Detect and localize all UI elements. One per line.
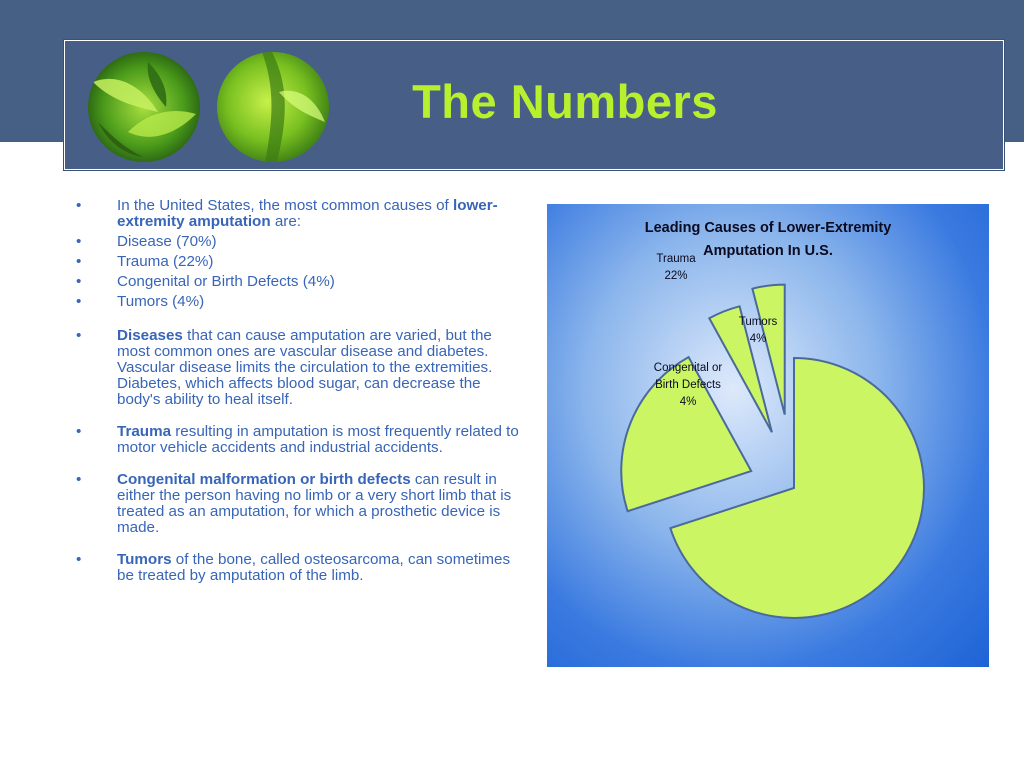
slice-value-label: 22% [664,270,688,282]
bullet-trauma [76,254,520,270]
leaf-photo-image [88,52,200,162]
slice-value-label: 4% [679,396,697,408]
bullet-congenital [76,274,520,290]
intro-text: In the United States, the most common causes of [117,197,453,214]
bullet-trauma-detail [76,424,520,456]
bullet-congenital-detail [76,472,520,536]
slice-name-label: Trauma [656,253,696,265]
trauma-text: resulting in amputation is most frequently related to motor vehicle accidents and industrial accidents. [117,423,519,456]
congenital-bold: Congenital malformation or birth defects [117,471,411,488]
intro-suffix: are: [270,213,301,230]
congenital-text: can result in either the person having no limb or a very short limb that is treated as an amputation, for which a prosthetic device is made. [117,471,512,536]
slide-title: The Numbers [412,75,718,128]
slice-value-label: 4% [749,333,767,345]
intro-bold: lower-extremity amputation [117,197,498,230]
bullet-trauma-text: Trauma (22%) [117,253,214,270]
trauma-bold: Trauma [117,423,172,440]
bullet-tumors-text: Tumors (4%) [117,293,205,310]
bullet-tumors-detail [76,552,520,584]
chart-title-line2: Amputation In U.S. [703,243,833,259]
pie-chart-svg [547,204,989,667]
diseases-text: that can cause amputation are varied, but the most common ones are vascular disease and diabetes. Vascular disease limits the circulation to the extremities. Diabetes, which affects blood sugar, can decrease the body's ability to heal itself. [117,327,493,408]
tumors-text: of the bone, called osteosarcoma, can sometimes be treated by amputation of the limb. [117,551,511,584]
bullet-congenital-text: Congenital or Birth Defects (4%) [117,273,335,290]
bullet-intro [76,198,520,230]
bullet-tumors [76,294,520,310]
tumors-bold: Tumors [117,551,172,568]
chart-title-line1: Leading Causes of Lower-Extremity [644,220,892,236]
bullet-diseases-detail [76,328,520,408]
bullet-list [76,198,520,584]
slice-name-label: Tumors [738,316,778,328]
pie-chart [547,204,989,667]
slice-name-label: Birth Defects [655,379,721,391]
slice-name-label: Congenital or [653,362,723,374]
diseases-bold: Diseases [117,327,183,344]
bullet-disease-text: Disease (70%) [117,233,217,250]
bullet-disease [76,234,520,250]
